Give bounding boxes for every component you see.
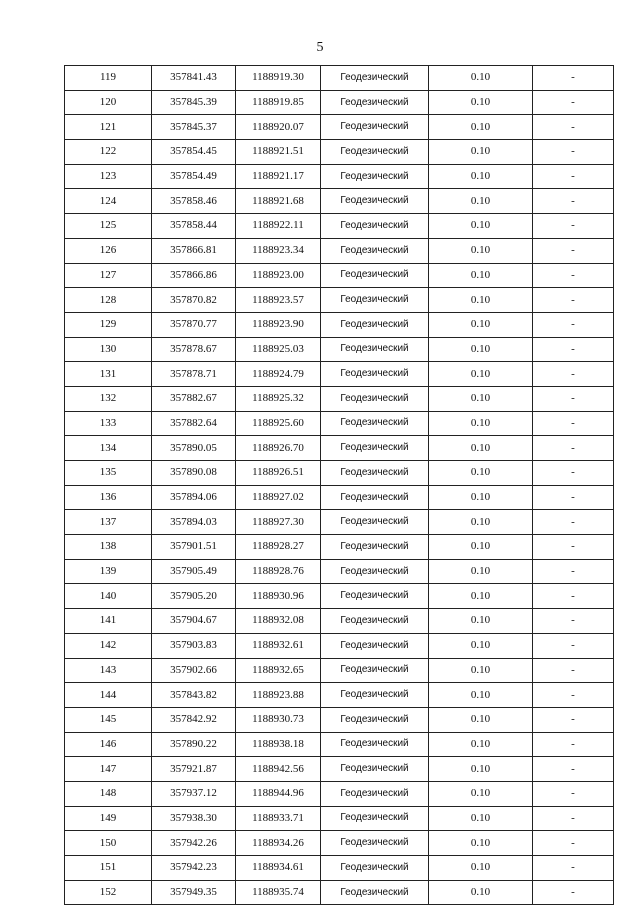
point-number-cell: 133 xyxy=(65,411,152,436)
y-coordinate-cell: 1188932.61 xyxy=(236,633,321,658)
description-cell: - xyxy=(533,559,614,584)
accuracy-cell: 0.10 xyxy=(429,856,533,881)
accuracy-cell: 0.10 xyxy=(429,806,533,831)
method-cell: Геодезический xyxy=(321,214,429,239)
point-number-cell: 143 xyxy=(65,658,152,683)
description-cell: - xyxy=(533,214,614,239)
table-row xyxy=(65,288,614,313)
y-coordinate-cell: 1188927.02 xyxy=(236,485,321,510)
y-coordinate-cell: 1188919.30 xyxy=(236,66,321,91)
table-row xyxy=(65,633,614,658)
description-cell: - xyxy=(533,164,614,189)
x-coordinate-cell: 357937.12 xyxy=(152,781,236,806)
y-coordinate-cell: 1188923.34 xyxy=(236,238,321,263)
y-coordinate-cell: 1188934.61 xyxy=(236,856,321,881)
y-coordinate-cell: 1188924.79 xyxy=(236,362,321,387)
method-cell: Геодезический xyxy=(321,461,429,486)
accuracy-cell: 0.10 xyxy=(429,757,533,782)
table-row xyxy=(65,189,614,214)
description-cell: - xyxy=(533,189,614,214)
x-coordinate-cell: 357890.08 xyxy=(152,461,236,486)
point-number-cell: 125 xyxy=(65,214,152,239)
point-number-cell: 135 xyxy=(65,461,152,486)
y-coordinate-cell: 1188922.11 xyxy=(236,214,321,239)
x-coordinate-cell: 357890.05 xyxy=(152,436,236,461)
accuracy-cell: 0.10 xyxy=(429,633,533,658)
accuracy-cell: 0.10 xyxy=(429,559,533,584)
y-coordinate-cell: 1188935.74 xyxy=(236,880,321,905)
accuracy-cell: 0.10 xyxy=(429,214,533,239)
y-coordinate-cell: 1188938.18 xyxy=(236,732,321,757)
method-cell: Геодезический xyxy=(321,263,429,288)
point-number-cell: 145 xyxy=(65,707,152,732)
y-coordinate-cell: 1188928.27 xyxy=(236,535,321,560)
accuracy-cell: 0.10 xyxy=(429,880,533,905)
accuracy-cell: 0.10 xyxy=(429,66,533,91)
accuracy-cell: 0.10 xyxy=(429,386,533,411)
method-cell: Геодезический xyxy=(321,658,429,683)
y-coordinate-cell: 1188923.90 xyxy=(236,312,321,337)
y-coordinate-cell: 1188921.51 xyxy=(236,140,321,165)
description-cell: - xyxy=(533,535,614,560)
point-number-cell: 121 xyxy=(65,115,152,140)
x-coordinate-cell: 357890.22 xyxy=(152,732,236,757)
x-coordinate-cell: 357902.66 xyxy=(152,658,236,683)
table-row xyxy=(65,683,614,708)
x-coordinate-cell: 357843.82 xyxy=(152,683,236,708)
x-coordinate-cell: 357905.49 xyxy=(152,559,236,584)
description-cell: - xyxy=(533,510,614,535)
point-number-cell: 136 xyxy=(65,485,152,510)
x-coordinate-cell: 357866.81 xyxy=(152,238,236,263)
x-coordinate-cell: 357894.06 xyxy=(152,485,236,510)
accuracy-cell: 0.10 xyxy=(429,115,533,140)
method-cell: Геодезический xyxy=(321,288,429,313)
description-cell: - xyxy=(533,732,614,757)
y-coordinate-cell: 1188926.70 xyxy=(236,436,321,461)
y-coordinate-cell: 1188920.07 xyxy=(236,115,321,140)
accuracy-cell: 0.10 xyxy=(429,510,533,535)
y-coordinate-cell: 1188925.32 xyxy=(236,386,321,411)
point-number-cell: 139 xyxy=(65,559,152,584)
x-coordinate-cell: 357942.26 xyxy=(152,831,236,856)
point-number-cell: 134 xyxy=(65,436,152,461)
description-cell: - xyxy=(533,485,614,510)
y-coordinate-cell: 1188932.65 xyxy=(236,658,321,683)
method-cell: Геодезический xyxy=(321,831,429,856)
point-number-cell: 127 xyxy=(65,263,152,288)
description-cell: - xyxy=(533,831,614,856)
point-number-cell: 131 xyxy=(65,362,152,387)
accuracy-cell: 0.10 xyxy=(429,337,533,362)
table-row xyxy=(65,436,614,461)
table-row xyxy=(65,362,614,387)
accuracy-cell: 0.10 xyxy=(429,411,533,436)
method-cell: Геодезический xyxy=(321,806,429,831)
y-coordinate-cell: 1188930.96 xyxy=(236,584,321,609)
accuracy-cell: 0.10 xyxy=(429,535,533,560)
point-number-cell: 123 xyxy=(65,164,152,189)
table-row xyxy=(65,658,614,683)
table-row xyxy=(65,312,614,337)
y-coordinate-cell: 1188919.85 xyxy=(236,90,321,115)
table-row xyxy=(65,535,614,560)
y-coordinate-cell: 1188928.76 xyxy=(236,559,321,584)
table-row xyxy=(65,806,614,831)
description-cell: - xyxy=(533,66,614,91)
table-row xyxy=(65,337,614,362)
description-cell: - xyxy=(533,461,614,486)
x-coordinate-cell: 357845.37 xyxy=(152,115,236,140)
accuracy-cell: 0.10 xyxy=(429,584,533,609)
point-number-cell: 149 xyxy=(65,806,152,831)
description-cell: - xyxy=(533,880,614,905)
method-cell: Геодезический xyxy=(321,880,429,905)
table-row xyxy=(65,115,614,140)
point-number-cell: 130 xyxy=(65,337,152,362)
x-coordinate-cell: 357882.64 xyxy=(152,411,236,436)
method-cell: Геодезический xyxy=(321,633,429,658)
accuracy-cell: 0.10 xyxy=(429,164,533,189)
x-coordinate-cell: 357858.44 xyxy=(152,214,236,239)
page-number: 5 xyxy=(316,40,324,55)
x-coordinate-cell: 357882.67 xyxy=(152,386,236,411)
x-coordinate-cell: 357878.71 xyxy=(152,362,236,387)
method-cell: Геодезический xyxy=(321,164,429,189)
table-row xyxy=(65,510,614,535)
x-coordinate-cell: 357845.39 xyxy=(152,90,236,115)
method-cell: Геодезический xyxy=(321,140,429,165)
point-number-cell: 137 xyxy=(65,510,152,535)
method-cell: Геодезический xyxy=(321,732,429,757)
description-cell: - xyxy=(533,263,614,288)
method-cell: Геодезический xyxy=(321,584,429,609)
point-number-cell: 129 xyxy=(65,312,152,337)
point-number-cell: 152 xyxy=(65,880,152,905)
accuracy-cell: 0.10 xyxy=(429,683,533,708)
description-cell: - xyxy=(533,584,614,609)
description-cell: - xyxy=(533,362,614,387)
description-cell: - xyxy=(533,781,614,806)
x-coordinate-cell: 357921.87 xyxy=(152,757,236,782)
y-coordinate-cell: 1188923.57 xyxy=(236,288,321,313)
y-coordinate-cell: 1188921.68 xyxy=(236,189,321,214)
point-number-cell: 126 xyxy=(65,238,152,263)
table-row xyxy=(65,485,614,510)
accuracy-cell: 0.10 xyxy=(429,831,533,856)
accuracy-cell: 0.10 xyxy=(429,263,533,288)
point-number-cell: 147 xyxy=(65,757,152,782)
table-row xyxy=(65,880,614,905)
description-cell: - xyxy=(533,312,614,337)
description-cell: - xyxy=(533,707,614,732)
method-cell: Геодезический xyxy=(321,781,429,806)
method-cell: Геодезический xyxy=(321,386,429,411)
x-coordinate-cell: 357841.43 xyxy=(152,66,236,91)
method-cell: Геодезический xyxy=(321,683,429,708)
x-coordinate-cell: 357870.77 xyxy=(152,312,236,337)
x-coordinate-cell: 357894.03 xyxy=(152,510,236,535)
method-cell: Геодезический xyxy=(321,337,429,362)
y-coordinate-cell: 1188927.30 xyxy=(236,510,321,535)
accuracy-cell: 0.10 xyxy=(429,238,533,263)
description-cell: - xyxy=(533,288,614,313)
method-cell: Геодезический xyxy=(321,856,429,881)
point-number-cell: 151 xyxy=(65,856,152,881)
description-cell: - xyxy=(533,683,614,708)
table-row xyxy=(65,707,614,732)
accuracy-cell: 0.10 xyxy=(429,461,533,486)
table-row xyxy=(65,584,614,609)
table-row xyxy=(65,66,614,91)
table-row xyxy=(65,831,614,856)
method-cell: Геодезический xyxy=(321,535,429,560)
x-coordinate-cell: 357854.49 xyxy=(152,164,236,189)
point-number-cell: 138 xyxy=(65,535,152,560)
accuracy-cell: 0.10 xyxy=(429,707,533,732)
x-coordinate-cell: 357854.45 xyxy=(152,140,236,165)
description-cell: - xyxy=(533,115,614,140)
y-coordinate-cell: 1188923.88 xyxy=(236,683,321,708)
x-coordinate-cell: 357878.67 xyxy=(152,337,236,362)
x-coordinate-cell: 357903.83 xyxy=(152,633,236,658)
description-cell: - xyxy=(533,633,614,658)
point-number-cell: 148 xyxy=(65,781,152,806)
description-cell: - xyxy=(533,658,614,683)
y-coordinate-cell: 1188930.73 xyxy=(236,707,321,732)
coordinates-table-body xyxy=(65,66,614,905)
point-number-cell: 122 xyxy=(65,140,152,165)
description-cell: - xyxy=(533,140,614,165)
y-coordinate-cell: 1188944.96 xyxy=(236,781,321,806)
x-coordinate-cell: 357949.35 xyxy=(152,880,236,905)
accuracy-cell: 0.10 xyxy=(429,781,533,806)
accuracy-cell: 0.10 xyxy=(429,609,533,634)
accuracy-cell: 0.10 xyxy=(429,362,533,387)
point-number-cell: 120 xyxy=(65,90,152,115)
accuracy-cell: 0.10 xyxy=(429,732,533,757)
table-row xyxy=(65,732,614,757)
y-coordinate-cell: 1188942.56 xyxy=(236,757,321,782)
description-cell: - xyxy=(533,337,614,362)
method-cell: Геодезический xyxy=(321,510,429,535)
accuracy-cell: 0.10 xyxy=(429,436,533,461)
accuracy-cell: 0.10 xyxy=(429,312,533,337)
accuracy-cell: 0.10 xyxy=(429,140,533,165)
point-number-cell: 132 xyxy=(65,386,152,411)
point-number-cell: 119 xyxy=(65,66,152,91)
table-row xyxy=(65,609,614,634)
y-coordinate-cell: 1188921.17 xyxy=(236,164,321,189)
table-row xyxy=(65,757,614,782)
method-cell: Геодезический xyxy=(321,90,429,115)
description-cell: - xyxy=(533,436,614,461)
y-coordinate-cell: 1188932.08 xyxy=(236,609,321,634)
table-row xyxy=(65,411,614,436)
table-row xyxy=(65,164,614,189)
method-cell: Геодезический xyxy=(321,485,429,510)
point-number-cell: 140 xyxy=(65,584,152,609)
description-cell: - xyxy=(533,757,614,782)
table-row xyxy=(65,90,614,115)
method-cell: Геодезический xyxy=(321,707,429,732)
table-row xyxy=(65,140,614,165)
table-row xyxy=(65,559,614,584)
x-coordinate-cell: 357858.46 xyxy=(152,189,236,214)
table-row xyxy=(65,263,614,288)
point-number-cell: 142 xyxy=(65,633,152,658)
y-coordinate-cell: 1188925.03 xyxy=(236,337,321,362)
description-cell: - xyxy=(533,238,614,263)
method-cell: Геодезический xyxy=(321,66,429,91)
method-cell: Геодезический xyxy=(321,312,429,337)
description-cell: - xyxy=(533,856,614,881)
y-coordinate-cell: 1188925.60 xyxy=(236,411,321,436)
point-number-cell: 144 xyxy=(65,683,152,708)
x-coordinate-cell: 357905.20 xyxy=(152,584,236,609)
y-coordinate-cell: 1188933.71 xyxy=(236,806,321,831)
x-coordinate-cell: 357904.67 xyxy=(152,609,236,634)
table-row xyxy=(65,386,614,411)
x-coordinate-cell: 357942.23 xyxy=(152,856,236,881)
point-number-cell: 141 xyxy=(65,609,152,634)
method-cell: Геодезический xyxy=(321,757,429,782)
description-cell: - xyxy=(533,411,614,436)
table-row xyxy=(65,781,614,806)
point-number-cell: 128 xyxy=(65,288,152,313)
x-coordinate-cell: 357901.51 xyxy=(152,535,236,560)
description-cell: - xyxy=(533,609,614,634)
method-cell: Геодезический xyxy=(321,115,429,140)
x-coordinate-cell: 357870.82 xyxy=(152,288,236,313)
table-row xyxy=(65,856,614,881)
method-cell: Геодезический xyxy=(321,238,429,263)
coordinates-table xyxy=(64,65,614,905)
x-coordinate-cell: 357866.86 xyxy=(152,263,236,288)
description-cell: - xyxy=(533,90,614,115)
accuracy-cell: 0.10 xyxy=(429,485,533,510)
point-number-cell: 146 xyxy=(65,732,152,757)
method-cell: Геодезический xyxy=(321,559,429,584)
method-cell: Геодезический xyxy=(321,436,429,461)
description-cell: - xyxy=(533,806,614,831)
description-cell: - xyxy=(533,386,614,411)
method-cell: Геодезический xyxy=(321,362,429,387)
accuracy-cell: 0.10 xyxy=(429,288,533,313)
accuracy-cell: 0.10 xyxy=(429,90,533,115)
method-cell: Геодезический xyxy=(321,189,429,214)
y-coordinate-cell: 1188926.51 xyxy=(236,461,321,486)
table-row xyxy=(65,461,614,486)
y-coordinate-cell: 1188934.26 xyxy=(236,831,321,856)
point-number-cell: 124 xyxy=(65,189,152,214)
accuracy-cell: 0.10 xyxy=(429,189,533,214)
table-row xyxy=(65,238,614,263)
x-coordinate-cell: 357842.92 xyxy=(152,707,236,732)
accuracy-cell: 0.10 xyxy=(429,658,533,683)
y-coordinate-cell: 1188923.00 xyxy=(236,263,321,288)
method-cell: Геодезический xyxy=(321,411,429,436)
table-row xyxy=(65,214,614,239)
method-cell: Геодезический xyxy=(321,609,429,634)
point-number-cell: 150 xyxy=(65,831,152,856)
x-coordinate-cell: 357938.30 xyxy=(152,806,236,831)
